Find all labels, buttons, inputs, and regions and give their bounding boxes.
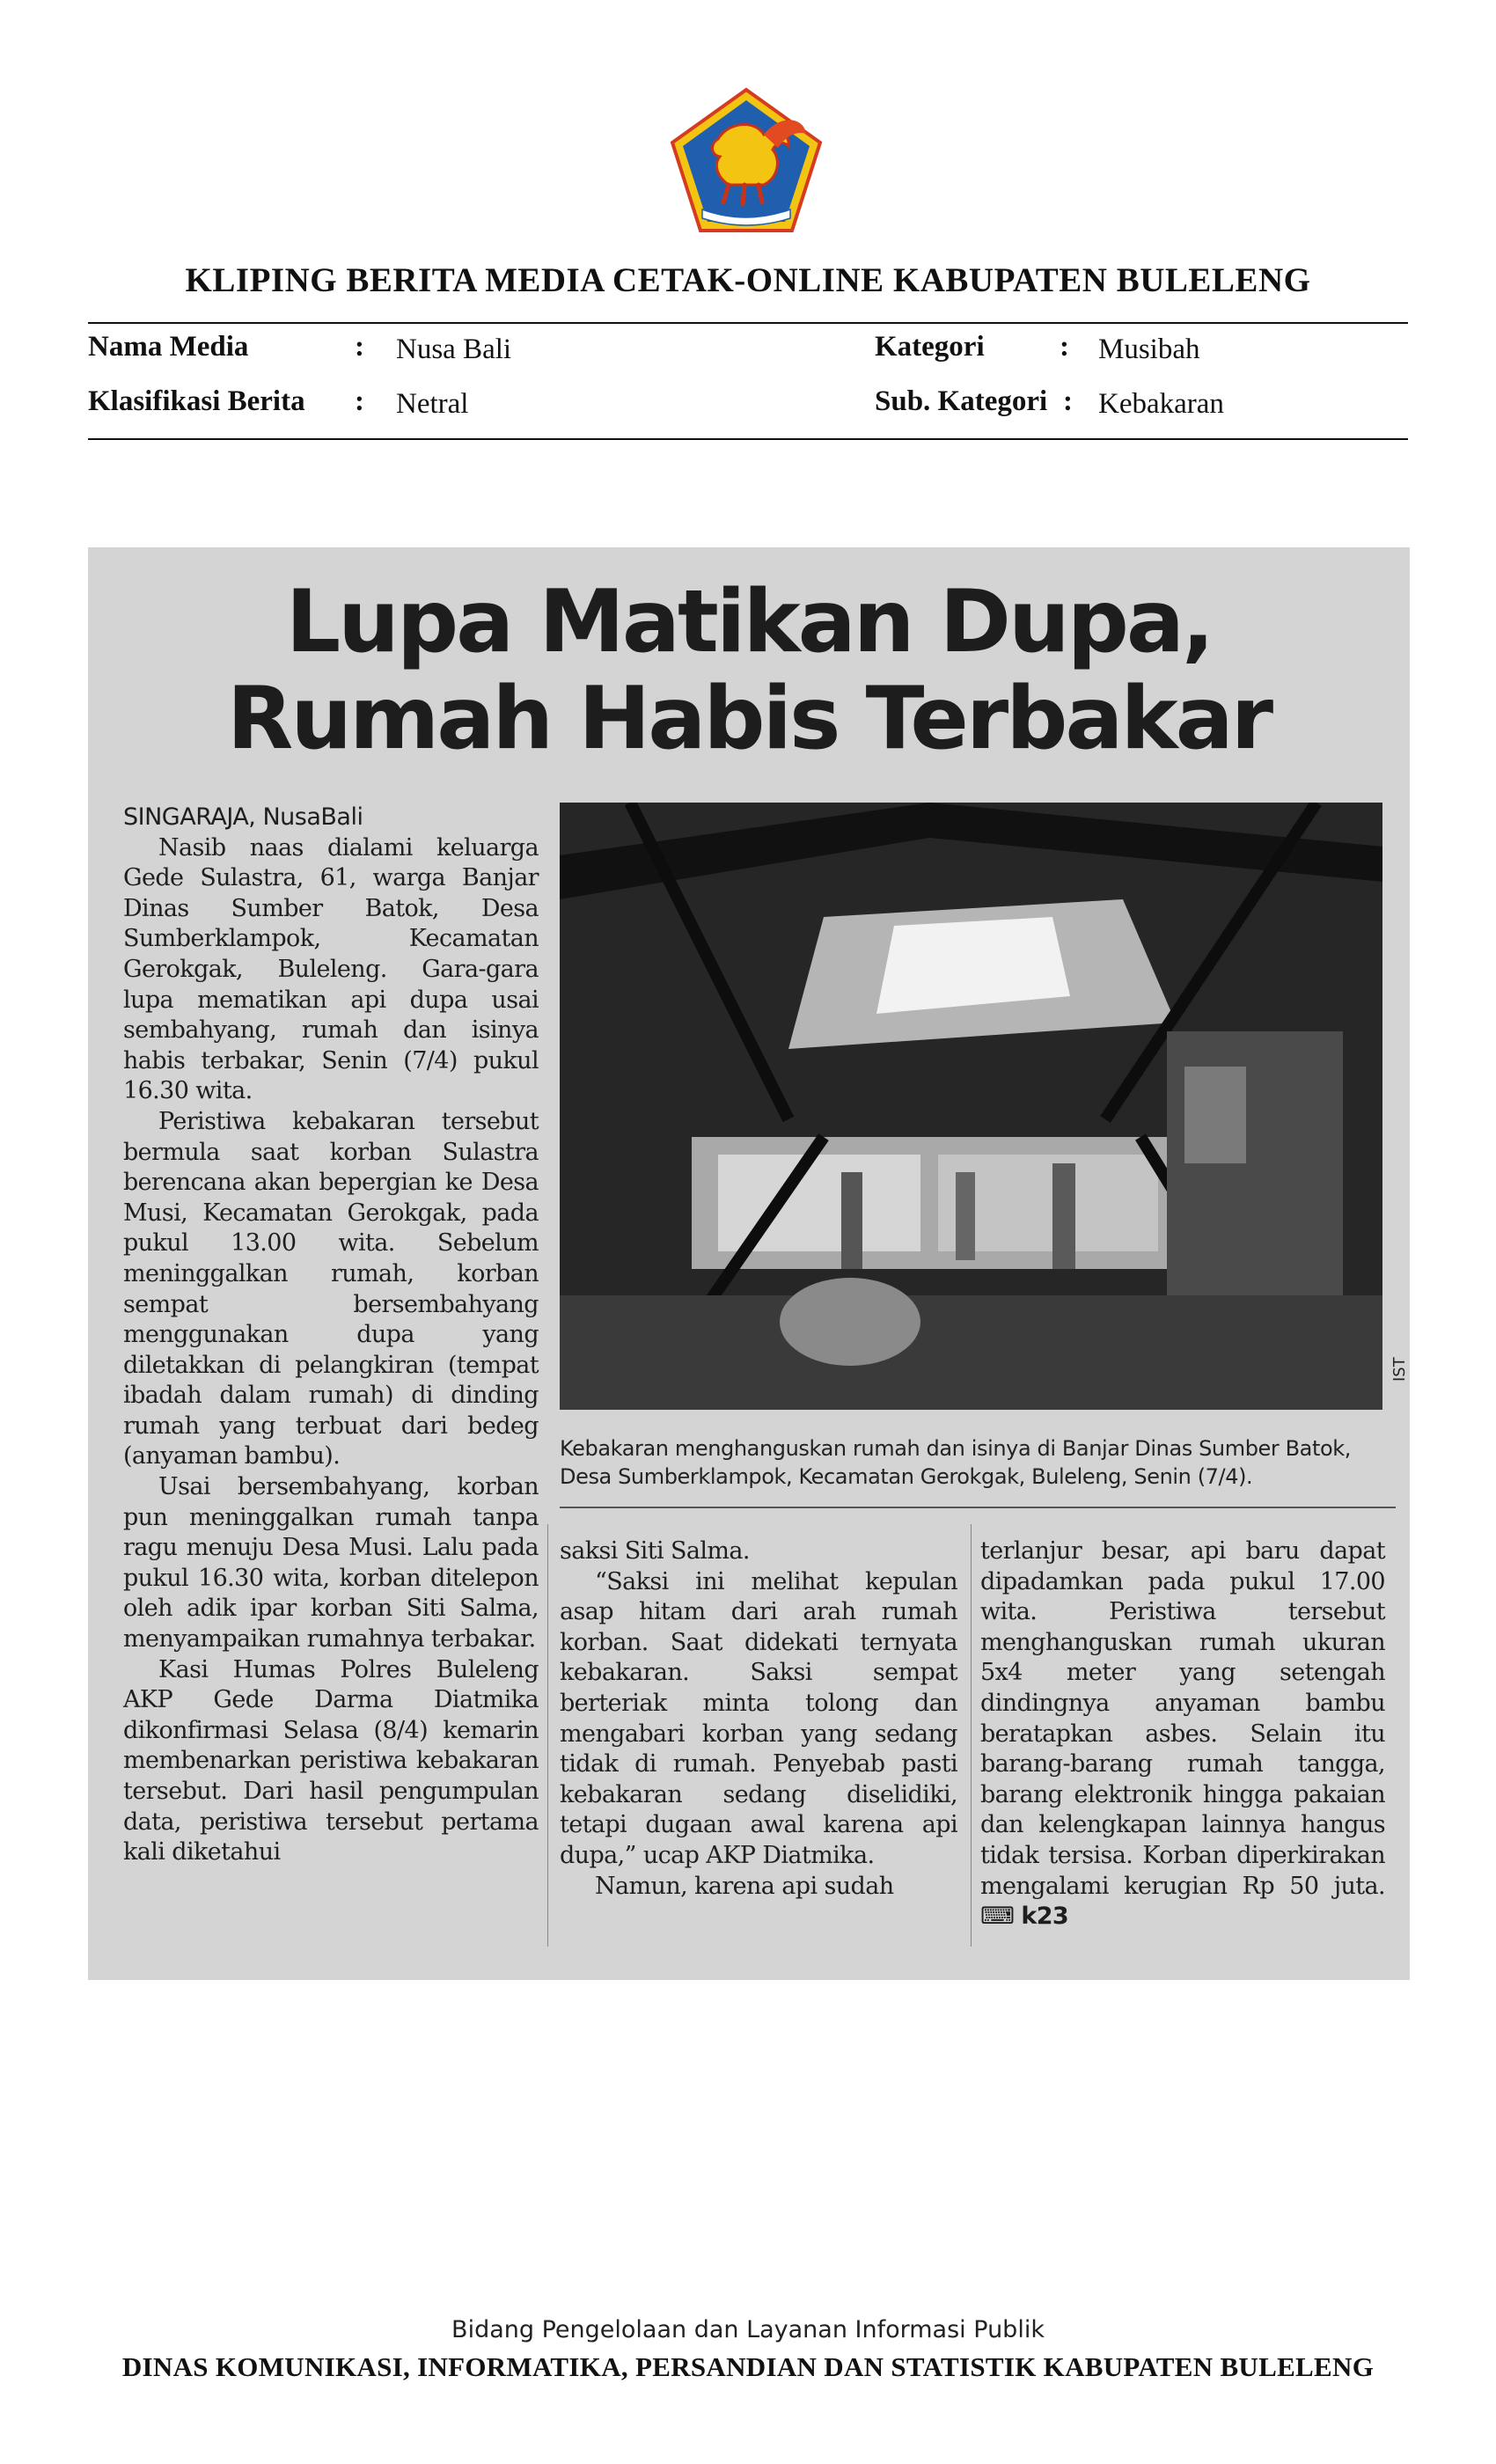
footer-department: DINAS KOMUNIKASI, INFORMATIKA, PERSANDIAN DAN STATISTIK KABUPATEN BULELENG — [121, 2351, 1375, 2382]
paragraph: Namun, karena api sudah — [595, 1872, 894, 1900]
nama-media-value: Nusa Bali — [396, 334, 512, 365]
news-photo — [560, 803, 1382, 1410]
photo-caption: Kebakaran menghanguskan rumah dan isinya di Banjar Dinas Sumber Batok, Desa Sumberklampok, Kecamatan Gerokgak, Buleleng, Senin (7/4). — [560, 1436, 1352, 1489]
sub-kategori-label: Sub. Kategori — [875, 385, 1048, 417]
kategori-value: Musibah — [1098, 334, 1200, 365]
paragraph: “Saksi ini melihat kepulan asap hitam dari arah rumah korban. Saat didekati ternyata kebakaran. Saksi sempat berteriak minta tolong dan mengabari korban yang sedang tidak di rumah. Penyebab pasti kebakaran sedang diselidiki, tetapi dugaan awal karena api dupa,” ucap AKP Diatmika. — [560, 1567, 957, 1869]
paragraph: Nasib naas dialami keluarga Gede Sulastra, 61, warga Banjar Dinas Sumber Batok, Desa Sumberklampok, Kecamatan Gerokgak, Buleleng. Gara-gara lupa mematikan api dupa usai sembahyang, rumah dan isinya habis terbakar, Senin (7/4) pukul 16.30 wita. — [123, 833, 539, 1105]
paragraph: saksi Siti Salma. — [560, 1537, 750, 1565]
column-divider — [971, 1524, 972, 1947]
sub-kategori-value: Kebakaran — [1098, 388, 1224, 420]
sub-kategori-colon: : — [1063, 385, 1073, 417]
singa-ambara-raja-emblem-icon — [667, 86, 825, 236]
article-column-3 — [980, 1536, 1385, 1932]
klasifikasi-label: Klasifikasi Berita — [88, 385, 305, 417]
paragraph: Usai bersembahyang, korban pun meninggalkan rumah tanpa ragu menuju Desa Musi. Lalu pada pukul 16.30 wita, korban ditelepon oleh adik ipar korban Siti Salma, menyampaikan rumahnya terbakar. — [123, 1473, 539, 1654]
footer-division: Bidang Pengelolaan dan Layanan Informasi Publik — [451, 2316, 1045, 2343]
regency-logo — [667, 86, 825, 236]
dateline: SINGARAJA, NusaBali — [123, 803, 363, 831]
column-divider — [547, 1524, 548, 1947]
paragraph — [980, 1536, 1385, 1932]
article-column-2 — [560, 1536, 957, 1902]
paragraph: Peristiwa kebakaran tersebut bermula saat korban Sulastra berencana akan bepergian ke Desa Musi, Kecamatan Gerokgak, pada pukul 13.00 wita. Sebelum meninggalkan rumah, korban sempat bersembahyang menggunakan dupa yang diletakkan di pelangkiran (tempat ibadah dalam rumah) di dinding rumah yang terbuat dari bedeg (anyaman bambu). — [123, 1107, 539, 1470]
photo-credit: IST — [1390, 1357, 1409, 1382]
nama-media-colon: : — [355, 331, 364, 363]
klasifikasi-colon: : — [355, 385, 364, 417]
headline-line-1: Lupa Matikan Dupa, — [285, 572, 1213, 672]
kategori-colon: : — [1060, 331, 1069, 363]
typewriter-icon: ⌨ — [980, 1903, 1015, 1931]
header-rule-bottom — [88, 438, 1408, 440]
burnt-house-photo-icon — [560, 803, 1382, 1410]
article-column-1 — [123, 803, 539, 1868]
paragraph: Kasi Humas Polres Buleleng AKP Gede Darma Diatmika dikonfirmasi Selasa (8/4) kemarin membenarkan peristiwa kebakaran tersebut. Dari hasil pengumpulan data, peristiwa tersebut pertama kali diketahui — [123, 1655, 539, 1866]
klasifikasi-value: Netral — [396, 388, 469, 420]
news-clipping — [88, 547, 1410, 1980]
document-title: KLIPING BERITA MEDIA CETAK-ONLINE KABUPATEN BULELENG — [185, 261, 1311, 299]
paragraph-text: terlanjur besar, api baru dapat dipadamkan pada pukul 17.00 wita. Peristiwa tersebut menghanguskan rumah ukuran 5x4 meter yang setengah dindingnya anyaman bambu beratapkan asbes. Selain itu barang-barang rumah tangga, barang elektronik hingga pakaian dan kelengkapan lainnya hangus tidak tersisa. Korban diperkirakan mengalami kerugian Rp 50 juta. — [980, 1537, 1385, 1900]
author-signoff: k23 — [1021, 1903, 1069, 1931]
headline-line-2: Rumah Habis Terbakar — [226, 669, 1272, 769]
nama-media-label: Nama Media — [88, 331, 249, 363]
kategori-label: Kategori — [875, 331, 985, 363]
header-rule-top — [88, 322, 1408, 324]
caption-rule — [560, 1507, 1396, 1508]
